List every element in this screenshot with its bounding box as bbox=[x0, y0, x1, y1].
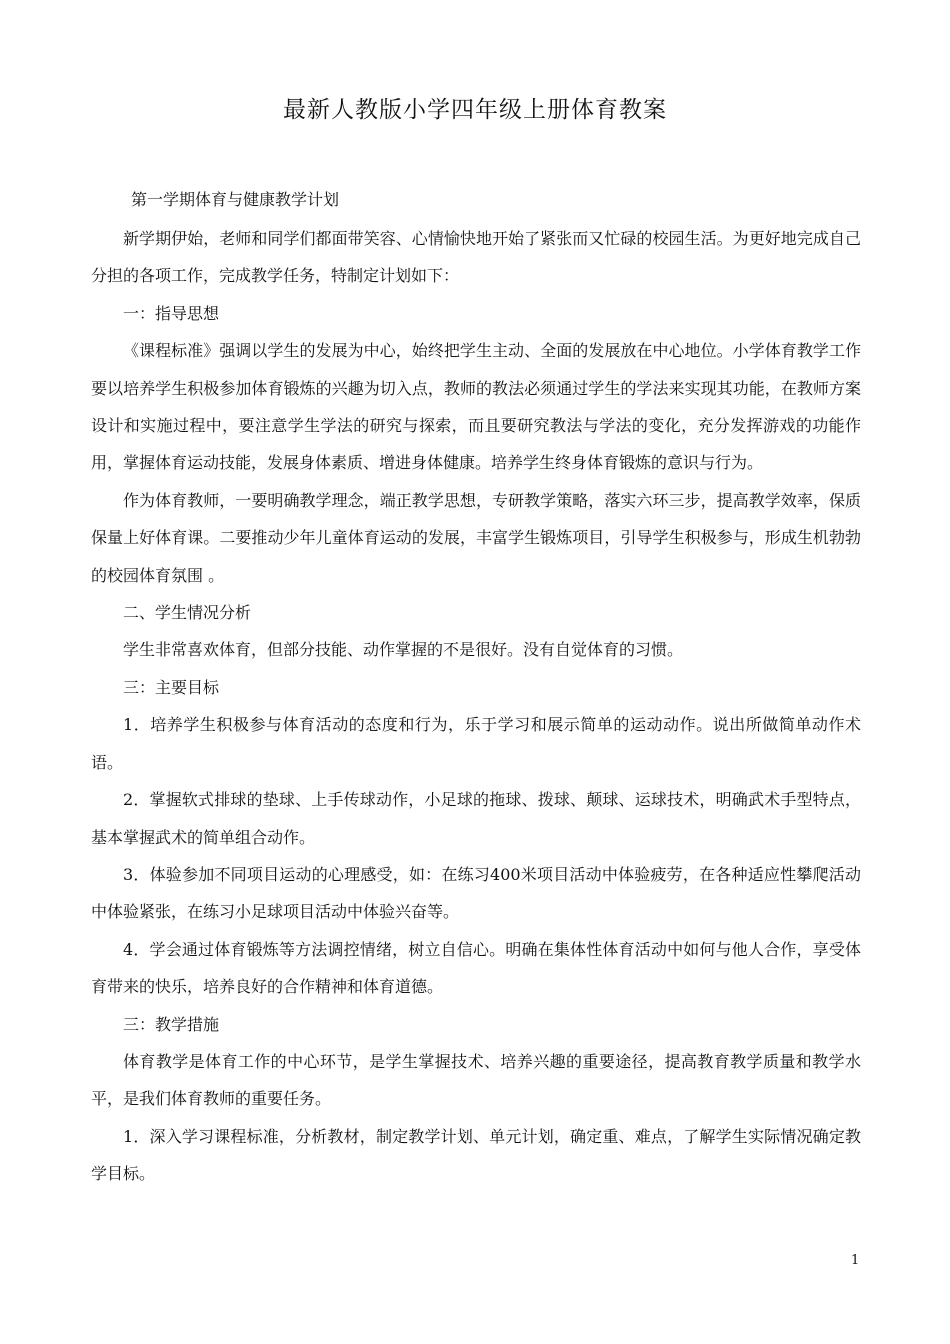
section-heading-main-goals: 三：主要目标 bbox=[123, 677, 220, 697]
plan-subtitle: 第一学期体育与健康教学计划 bbox=[131, 190, 340, 209]
measure-item-1: 1．深入学习课程标准，分析教材，制定教学计划、单元计划，确定重、难点，了解学生实际情况确定教学目标。 bbox=[91, 1126, 861, 1184]
student-analysis-paragraph: 学生非常喜欢体育，但部分技能、动作掌握的不是很好。没有自觉体育的习惯。 bbox=[123, 640, 684, 660]
page-number: 1 bbox=[851, 1253, 860, 1268]
section-heading-student-analysis: 二、学生情况分析 bbox=[123, 603, 252, 623]
teaching-measures-paragraph: 体育教学是体育工作的中心环节，是学生掌握技术、培养兴趣的重要途径，提高教育教学质量和教学水平，是我们体育教师的重要任务。 bbox=[91, 1051, 861, 1109]
guiding-ideology-paragraph: 《课程标准》强调以学生的发展为中心，始终把学生主动、全面的发展放在中心地位。小学体育教学工作要以培养学生积极参加体育锻炼的兴趣为切入点，教师的教法必须通过学生的学法来实现其功能，在教师方案设计和实施过程中，要注意学生学法的研究与探索，而且要研究教法与学法的变化，充分发挥游戏的功能作用，掌握体育运动技能，发展身体素质、增进身体健康。培养学生终身体育锻炼的意识与行为。 bbox=[91, 341, 861, 473]
intro-paragraph: 新学期伊始，老师和同学们都面带笑容、心情愉快地开始了紧张而又忙碌的校园生活。为更好地完成自己分担的各项工作，完成教学任务，特制定计划如下： bbox=[91, 229, 861, 286]
section-heading-teaching-measures: 三：教学措施 bbox=[123, 1014, 220, 1034]
section-heading-guiding-ideology: 一：指导思想 bbox=[123, 303, 220, 323]
goal-item-4: 4．学会通过体育锻炼等方法调控情绪，树立自信心。明确在集体性体育活动中如何与他人合作，享受体育带来的快乐，培养良好的合作精神和体育道德。 bbox=[91, 939, 861, 997]
document-title: 最新人教版小学四年级上册体育教案 bbox=[283, 97, 667, 123]
goal-item-3: 3．体验参加不同项目运动的心理感受，如：在练习400米项目活动中体验疲劳，在各种适应性攀爬活动中体验紧张，在练习小足球项目活动中体验兴奋等。 bbox=[91, 864, 861, 922]
goal-item-1: 1．培养学生积极参与体育活动的态度和行为，乐于学习和展示简单的运动动作。说出所做简单动作术语。 bbox=[91, 715, 861, 772]
teacher-role-paragraph: 作为体育教师，一要明确教学理念，端正教学思想，专研教学策略，落实六环三步，提高教学效率，保质保量上好体育课。二要推动少年儿童体育运动的发展，丰富学生锻炼项目，引导学生积极参与，形成生机勃勃的校园体育氛围 。 bbox=[91, 490, 861, 585]
document-body bbox=[91, 180, 861, 1193]
goal-item-2: 2．掌握软式排球的垫球、上手传球动作，小足球的拖球、拨球、颠球、运球技术，明确武术手型特点，基本掌握武术的简单组合动作。 bbox=[91, 790, 861, 847]
